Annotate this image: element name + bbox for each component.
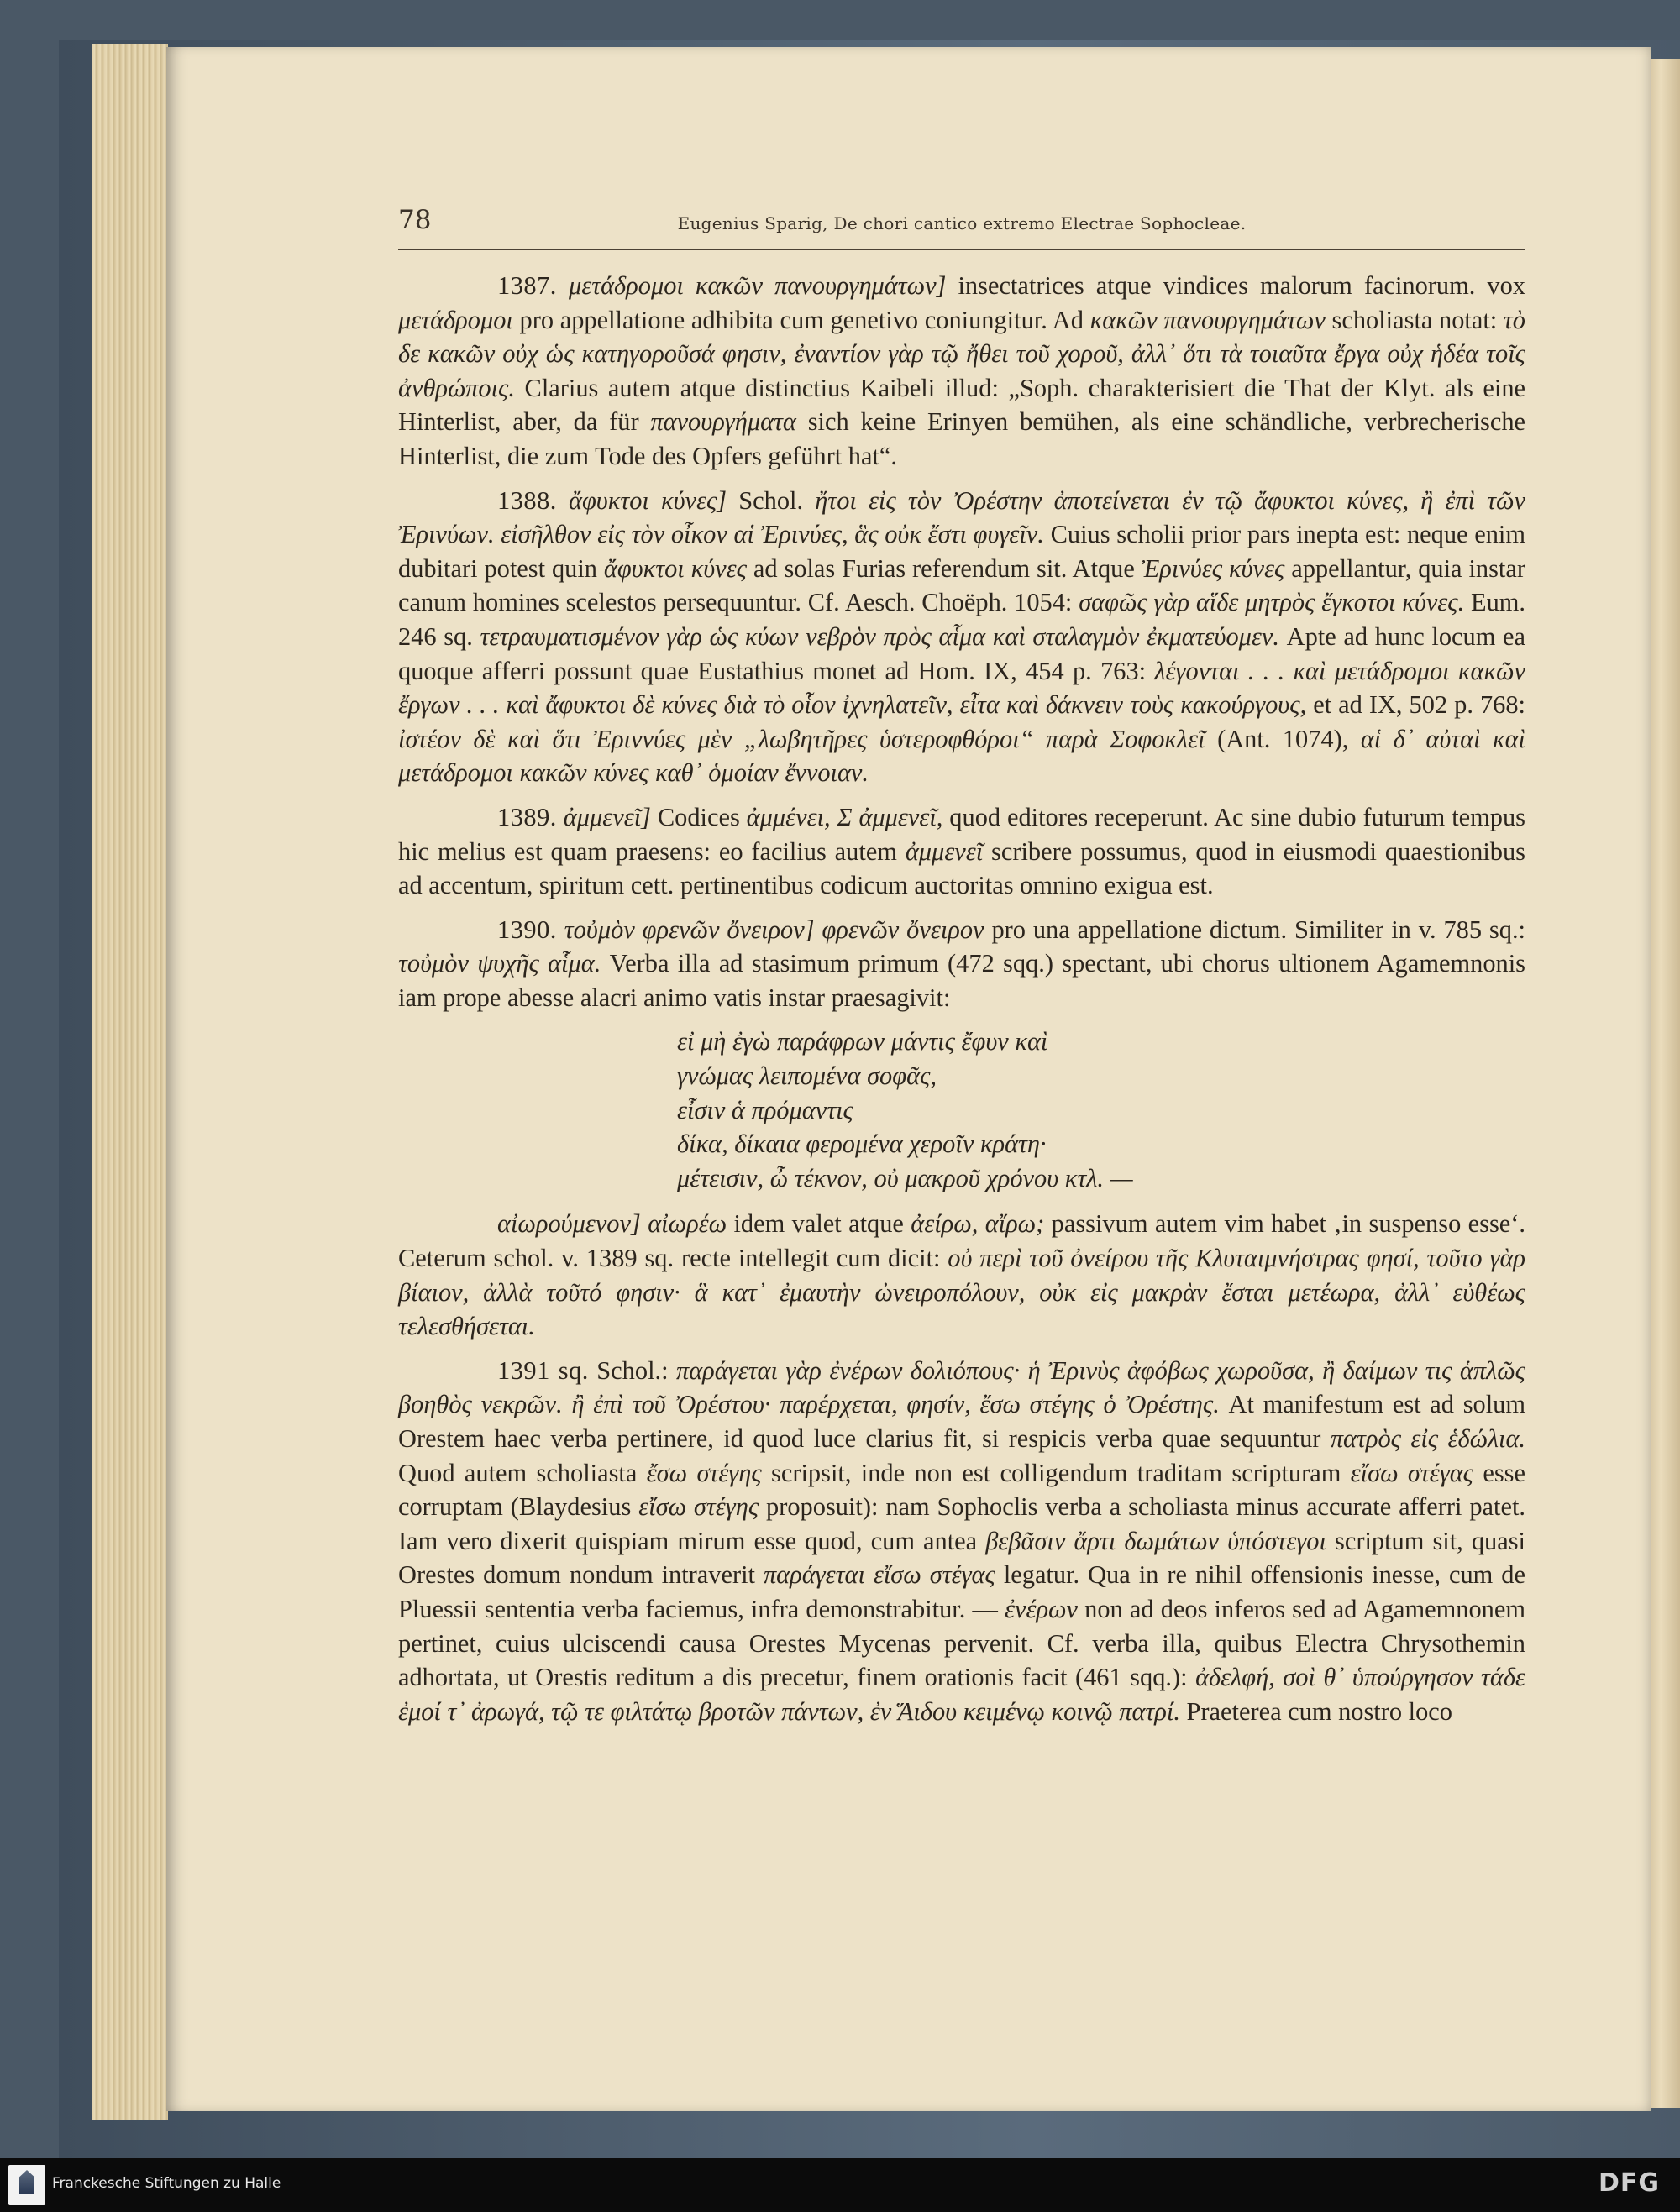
greek: παράγεται εἴσω στέγας bbox=[763, 1560, 995, 1590]
text: Verba illa ad stasimum primum (472 sqq.) spectant, ubi chorus ultionem Agamemnonis iam prope abesse alacri animo vatis instar praesagivit: bbox=[398, 949, 1525, 1012]
page-edges bbox=[92, 44, 168, 2120]
lemma: ἀμμενεῖ] bbox=[563, 802, 651, 831]
greek: ἀμμένει, Σ ἀμμενεῖ, bbox=[746, 802, 943, 831]
greek: παράγεται γὰρ ἐνέρων δολιόπους· ἡ Ἐρινὺς ἀφόβως χωροῦσα, ἢ δαίμων τις ἁπλῶς βοηθὸς νεκρῶν. ἢ ἐπὶ τοῦ Ὀρέστου· παρέρχεται, φησίν, ἔσω στέγης ὁ Ὀρέστης. bbox=[398, 1355, 1525, 1419]
verse-line: γνώμας λειπομένα σοφᾶς, bbox=[677, 1061, 937, 1091]
line-number: 1387. bbox=[497, 271, 557, 300]
greek: αἱ δ᾽ αὐταὶ καὶ μετάδρομοι κακῶν κύνες καθ᾽ ὁμοίαν ἔννοιαν. bbox=[398, 724, 1525, 788]
dfg-logo[interactable]: DFG bbox=[1598, 2168, 1660, 2198]
greek: τοὐμὸν ψυχῆς αἷμα. bbox=[398, 949, 601, 978]
text: pro una appellatione dictum. Similiter in v. 785 sq.: bbox=[984, 915, 1525, 944]
line-number: 1391 sq. bbox=[497, 1355, 589, 1385]
text: scriptum sit, quasi Orestes domum nondum intraverit bbox=[398, 1526, 1525, 1590]
running-head: Eugenius Sparig, De chori cantico extremo Electrae Sophocleae. bbox=[677, 213, 1247, 233]
page-header bbox=[398, 202, 1525, 250]
text: esse corruptam (Blaydesius bbox=[398, 1458, 1525, 1522]
text: appellantur, quia instar canum homines scelestos persequuntur. Cf. Aesch. Choëph. 1054: bbox=[398, 553, 1525, 617]
paragraph-1391 bbox=[398, 1354, 1525, 1729]
greek: εἴσω στέγης bbox=[638, 1492, 759, 1522]
greek: εἴσω στέγας bbox=[1350, 1458, 1474, 1487]
verse-line: εἰ μὴ ἐγὼ παράφρων μάντις ἔφυν καὶ bbox=[677, 1027, 1048, 1056]
paragraph-1388 bbox=[398, 484, 1525, 790]
text: legatur. Qua in re nihil offensionis inesse, cum de Pluessii sententia verba faciemus, infra demonstrabitur. — bbox=[398, 1560, 1525, 1623]
paragraph-1389 bbox=[398, 800, 1525, 903]
text: quod editores receperunt. Ac sine dubio futurum tempus hic melius est quam praesens: eo facilius autem bbox=[398, 802, 1525, 866]
text: sich keine Erinyen bemühen, als eine schändliche, verbrecherische Hinterlist, die zum Tode des Opfers geführt hat“. bbox=[398, 407, 1526, 470]
text: idem valet atque bbox=[727, 1209, 911, 1239]
page-number: 78 bbox=[398, 205, 432, 235]
greek: ἔσω στέγης bbox=[646, 1458, 762, 1487]
page-body bbox=[398, 269, 1525, 1738]
lemma: αἰωρούμενον] bbox=[497, 1209, 641, 1239]
greek: Ἐρινύες κύνες bbox=[1141, 553, 1285, 583]
greek: κακῶν πανουργημάτων bbox=[1089, 305, 1326, 334]
text: scholiasta notat: bbox=[1325, 305, 1504, 334]
greek: ἐνέρων bbox=[1005, 1594, 1079, 1623]
greek: ἀμμενεῖ bbox=[905, 836, 984, 866]
text bbox=[641, 1209, 648, 1238]
greek: πανουργήματα bbox=[650, 407, 796, 437]
text: Eum. 246 sq. bbox=[398, 588, 1526, 651]
verse-line: δίκα, δίκαια φερομένα χεροῖν κράτη· bbox=[677, 1130, 1047, 1159]
verse-quotation bbox=[677, 1025, 1525, 1195]
greek: μετάδρομοι bbox=[398, 305, 513, 334]
line-number: 1389. bbox=[497, 802, 557, 831]
greek: αἰωρέω bbox=[648, 1209, 727, 1239]
paragraph-aioroumenon bbox=[398, 1207, 1525, 1343]
text: Codices bbox=[650, 802, 747, 831]
greek: λέγονται . . . καὶ μετάδρομοι κακῶν ἔργων . . . καὶ ἄφυκτοι δὲ κύνες διὰ τὸ οἷον ἰχνηλατεῖν, εἶτα καὶ δάκνειν τοὺς κακούργους, bbox=[398, 656, 1525, 720]
text: (Ant. 1074), bbox=[1205, 724, 1361, 753]
greek: οὐ περὶ τοῦ ὀνείρου τῆς Κλυταιμνήστρας φησί, τοῦτο γὰρ βίαιον, ἀλλὰ τοῦτό φησιν· ἃ κατ᾽ ἐμαυτὴν ὠνειροπόλουν, οὐκ εἰς μακρὰν ἔσται μετέωρα, ἀλλ᾽ εὐθέως τελεσθήσεται. bbox=[398, 1244, 1525, 1341]
greek: σαφῶς γὰρ αἵδε μητρὸς ἔγκοτοι κύνες. bbox=[1079, 588, 1465, 617]
lemma: ἄφυκτοι κύνες] bbox=[569, 485, 727, 515]
text: Quod autem scholiasta bbox=[398, 1458, 647, 1487]
greek: ἄφυκτοι κύνες bbox=[603, 553, 747, 583]
text: Clarius autem atque distinctius Kaibeli illud: „Soph. charakterisiert die That der Klyt. als eine Hinterlist, aber, da für bbox=[398, 373, 1525, 437]
paragraph-1390 bbox=[398, 913, 1525, 1015]
institution-name[interactable]: Franckesche Stiftungen zu Halle bbox=[52, 2175, 281, 2192]
verse-line: εἶσιν ἁ πρόμαντις bbox=[677, 1095, 853, 1124]
text: At manifestum est ad solum Orestem haec verba pertinere, id quod luce clarius fit, si respicis verba quae sequuntur bbox=[398, 1390, 1525, 1453]
text: scribere possumus, quod in eiusmodi quaestionibus ad accentum, spiritum cett. pertinentibus codicum auctoritas omnino exigua est. bbox=[398, 836, 1525, 900]
viewer-footer bbox=[0, 2158, 1680, 2212]
lemma: τοὐμὸν φρενῶν ὄνειρον] bbox=[564, 915, 815, 944]
text: ad solas Furias referendum sit. Atque bbox=[746, 553, 1142, 583]
verse-line: μέτεισιν, ὦ τέκνον, οὐ μακροῦ χρόνου κτλ. — bbox=[677, 1163, 1133, 1192]
text: insectatrices atque vindices malorum facinorum. vox bbox=[946, 271, 1525, 300]
greek: τετραυματισμένον γὰρ ὡς κύων νεβρὸν πρὸς αἷμα καὶ σταλαγμὸν ἐκματεύομεν. bbox=[480, 621, 1279, 651]
greek: ἰστέον δὲ καὶ ὅτι Ἐριννύες μὲν „λωβητῆρες ὑστεροφθόροι“ παρὰ Σοφοκλεῖ bbox=[398, 724, 1205, 753]
institution-logo-icon[interactable] bbox=[8, 2165, 45, 2205]
text: non ad deos inferos sed ad Agamemnonem pertinet, cuius ulciscendi causa Orestes Mycenas pervenit. Cf. verba illa, quibus Electra Chrysothemin adhortata, ut Orestis reditum a dis precetur, finem orationis facit (461 sqq.): bbox=[398, 1594, 1525, 1692]
text: et ad IX, 502 p. 768: bbox=[1306, 690, 1525, 720]
greek: φρενῶν ὄνειρον bbox=[822, 915, 984, 944]
right-page-edge bbox=[1648, 59, 1680, 2108]
text: Apte ad hunc locum ea quoque afferri possunt quae Eustathius monet ad Hom. IX, 454 p. 763: bbox=[398, 621, 1526, 685]
text: Cuius scholii prior pars inepta est: neque enim dubitari potest quin bbox=[398, 520, 1525, 583]
greek: τὸ δε κακῶν οὐχ ὡς κατηγοροῦσά φησιν, ἐναντίον γὰρ τῷ ἤθει τοῦ χοροῦ, ἀλλ᾽ ὅτι τὰ τοιαῦτα ἔργα οὐχ ἡδέα τοῖς ἀνθρώποις. bbox=[398, 305, 1525, 402]
greek: ἀείρω, αἴρω; bbox=[911, 1209, 1045, 1239]
paragraph-1387 bbox=[398, 269, 1525, 474]
text: proposuit): nam Sophoclis verba a scholiasta minus accurate afferri patet. Iam vero dixerit quispiam mirum esse quod, cum antea bbox=[398, 1492, 1525, 1555]
line-number: 1390. bbox=[497, 915, 557, 944]
text: pro appellatione adhibita cum genetivo coniungitur. Ad bbox=[512, 305, 1090, 334]
greek: ἀδελφή, σοὶ θ᾽ ὑπούργησον τάδε ἐμοί τ᾽ ἀρωγά, τῷ τε φιλτάτῳ βροτῶν πάντων, ἐν Ἅιδου κειμένῳ κοινῷ πατρί. bbox=[398, 1663, 1525, 1726]
line-number: 1388. bbox=[497, 485, 557, 515]
text: Schol. bbox=[727, 485, 816, 515]
text: passivum autem vim habet ‚in suspenso esse‘. Ceterum schol. v. 1389 sq. recte intellegit cum dicit: bbox=[398, 1209, 1525, 1273]
text: scripsit, inde non est colligendum traditam scripturam bbox=[761, 1458, 1351, 1487]
text: Praeterea cum nostro loco bbox=[1179, 1696, 1452, 1726]
text: Schol.: bbox=[588, 1355, 676, 1385]
greek: βεβᾶσιν ἄρτι δωμάτων ὑπόστεγοι bbox=[985, 1526, 1326, 1555]
lemma: μετάδρομοι κακῶν πανουργημάτων] bbox=[568, 271, 947, 300]
greek: ἤτοι εἰς τὸν Ὀρέστην ἀποτείνεται ἐν τῷ ἄφυκτοι κύνες, ἢ ἐπὶ τῶν Ἐρινύων. εἰσῆλθον εἰς τὸν οἶκον αἱ Ἐρινύες, ἃς οὐκ ἔστι φυγεῖν. bbox=[398, 485, 1525, 549]
greek: πατρὸς εἰς ἑδώλια. bbox=[1330, 1424, 1525, 1453]
